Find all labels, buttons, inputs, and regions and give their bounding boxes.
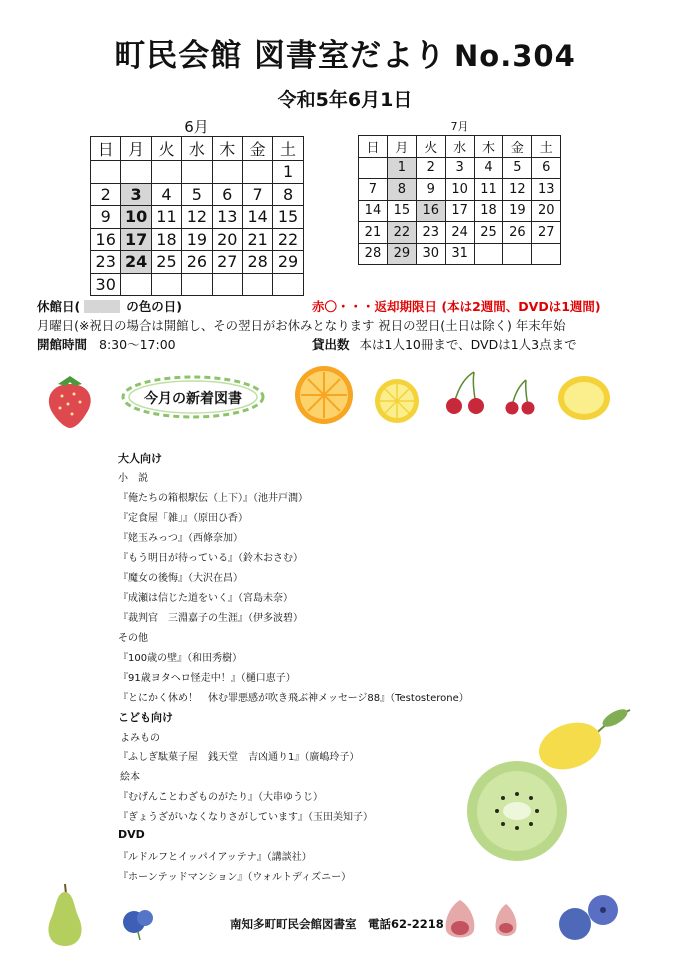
opening-hours — [37, 335, 176, 353]
calendar-day: 29 — [273, 251, 303, 274]
calendar-week-row — [91, 206, 304, 229]
calendar-week-row — [91, 251, 304, 274]
closed-day-suffix: の色の日) — [126, 299, 182, 314]
kiwi-slice-icon — [464, 758, 570, 864]
calendar-day: 11 — [474, 179, 503, 201]
cherries-small-icon — [500, 376, 540, 418]
calendar-day: 26 — [182, 251, 212, 274]
book-entry: 『ホーンテッドマンション』（ウォルトディズニー） — [118, 872, 352, 883]
hours-label: 開館時間 — [37, 337, 88, 352]
calendar-day: 15 — [273, 206, 303, 229]
book-list — [118, 450, 469, 888]
calendar-week-row — [91, 161, 304, 184]
book-entry: 『姥玉みっつ』（西條奈加） — [118, 533, 243, 544]
calendar-day: 10 — [445, 179, 474, 201]
calendar-day: 7 — [359, 179, 388, 201]
calendar-day: 22 — [273, 228, 303, 251]
book-entry: 『定食屋「雑」』（原田ひ香） — [118, 513, 248, 524]
calendar-day: 23 — [91, 251, 121, 274]
calendar-day: 25 — [151, 251, 181, 274]
july-calendar-title: 7月 — [450, 120, 469, 133]
calendar-empty-cell — [474, 243, 503, 265]
calendar-day: 14 — [359, 200, 388, 222]
calendar-empty-cell — [91, 161, 121, 184]
loan-label: 貸出数 — [312, 337, 350, 352]
calendar-day: 29 — [387, 243, 416, 265]
title-text: 町民会館 図書室だより — [114, 38, 447, 74]
calendar-empty-cell — [503, 243, 532, 265]
calendar-day: 2 — [91, 183, 121, 206]
weekday-header-row — [359, 136, 561, 158]
calendar-day: 11 — [151, 206, 181, 229]
calendar-day: 24 — [121, 251, 151, 274]
weekday-header: 水 — [445, 136, 474, 158]
book-entry: 『ルドルフとイッパイアッテナ』（講談社） — [118, 852, 312, 863]
calendar-week-row — [359, 222, 561, 244]
closed-day-prefix: 休館日( — [37, 299, 81, 314]
calendar-empty-cell — [151, 161, 181, 184]
book-entry: 『裁判官 三淵嘉子の生涯』（伊多波碧） — [118, 613, 303, 624]
calendar-day: 15 — [387, 200, 416, 222]
calendar-day: 9 — [91, 206, 121, 229]
orange-slice-icon — [293, 364, 355, 426]
weekday-header: 火 — [151, 137, 181, 161]
weekday-header: 日 — [359, 136, 388, 158]
lemon-half-icon — [556, 372, 612, 422]
june-calendar-title: 6月 — [184, 118, 209, 136]
calendar-day: 27 — [532, 222, 561, 244]
fig-icon — [440, 896, 480, 946]
calendar-day: 21 — [242, 228, 272, 251]
book-entry: 『俺たちの箱根駅伝（上下）』（池井戸潤） — [118, 493, 308, 504]
book-entry: 『91歳ヨタヘロ怪走中！』（樋口恵子） — [118, 673, 296, 684]
book-entry: 『魔女の後悔』（大沢在昌） — [118, 573, 243, 584]
calendar-day: 4 — [151, 183, 181, 206]
closed-rule: 月曜日(※祝日の場合は開館し、その翌日がお休みとなります 祝日の翌日(土日は除く) 年末年始 — [37, 318, 566, 333]
weekday-header: 月 — [121, 137, 151, 161]
book-entry: 『ぎょうざがいなくなりさがしています』（玉田美知子） — [118, 812, 373, 823]
calendar-week-row — [359, 243, 561, 265]
calendar-day: 28 — [359, 243, 388, 265]
june-calendar — [90, 136, 304, 296]
calendar-day: 8 — [273, 183, 303, 206]
book-entry: 『とにかく休め！ 休む罪悪感が吹き飛ぶ神メッセージ88』（Testosterone） — [118, 693, 469, 704]
calendar-empty-cell — [121, 273, 151, 296]
weekday-header: 月 — [387, 136, 416, 158]
calendar-day: 31 — [445, 243, 474, 265]
pear-icon — [40, 880, 90, 950]
dvd-heading: DVD — [118, 828, 145, 841]
calendar-empty-cell — [151, 273, 181, 296]
calendar-day: 17 — [445, 200, 474, 222]
weekday-header: 土 — [273, 137, 303, 161]
weekday-header: 金 — [242, 137, 272, 161]
calendar-day: 12 — [182, 206, 212, 229]
adult-heading: 大人向け — [118, 452, 162, 465]
book-entry: 『成瀬は信じた道をいく』（宮島未奈） — [118, 593, 293, 604]
july-calendar — [358, 135, 561, 265]
strawberry-icon — [40, 370, 100, 430]
ehon-heading: 絵本 — [120, 772, 140, 783]
calendar-day: 28 — [242, 251, 272, 274]
calendar-day: 5 — [503, 157, 532, 179]
weekday-header: 土 — [532, 136, 561, 158]
calendar-week-row — [359, 200, 561, 222]
yomimono-heading: よみもの — [120, 733, 160, 744]
calendar-day: 14 — [242, 206, 272, 229]
calendar-day: 10 — [121, 206, 151, 229]
calendar-day: 12 — [503, 179, 532, 201]
footer-contact: 南知多町町民会館図書室 電話62-2218 — [230, 917, 444, 931]
calendar-day: 8 — [387, 179, 416, 201]
book-entry: 『ふしぎ駄菓子屋 銭天堂 吉凶通り1』（廣嶋玲子） — [118, 752, 360, 763]
calendar-empty-cell — [182, 273, 212, 296]
book-entry: 『100歳の壁』（和田秀樹） — [118, 653, 243, 664]
book-entry: 『もう明日が待っている』（鈴木おさむ） — [118, 553, 303, 564]
calendar-day: 24 — [445, 222, 474, 244]
calendar-empty-cell — [212, 273, 242, 296]
calendar-day: 30 — [91, 273, 121, 296]
calendar-day: 19 — [182, 228, 212, 251]
calendar-day: 20 — [532, 200, 561, 222]
calendar-day: 7 — [242, 183, 272, 206]
calendar-day: 30 — [416, 243, 445, 265]
calendar-day: 26 — [503, 222, 532, 244]
calendar-day: 2 — [416, 157, 445, 179]
return-deadline-note: 赤〇・・・返却期限日 (本は2週間、DVDは1週間) — [312, 299, 601, 314]
calendar-day: 5 — [182, 183, 212, 206]
calendar-day: 22 — [387, 222, 416, 244]
calendar-empty-cell — [532, 243, 561, 265]
closed-color-swatch — [84, 300, 120, 313]
calendar-day: 13 — [212, 206, 242, 229]
calendar-empty-cell — [359, 157, 388, 179]
calendar-empty-cell — [242, 273, 272, 296]
calendar-week-row — [91, 273, 304, 296]
cherries-icon — [440, 368, 490, 418]
weekday-header: 木 — [474, 136, 503, 158]
calendar-day: 16 — [416, 200, 445, 222]
calendar-day: 23 — [416, 222, 445, 244]
calendar-day: 6 — [532, 157, 561, 179]
calendar-day: 6 — [212, 183, 242, 206]
calendar-week-row — [91, 228, 304, 251]
issue-number: No.304 — [454, 39, 576, 73]
calendar-day: 18 — [151, 228, 181, 251]
calendar-day: 1 — [273, 161, 303, 184]
kids-heading: こども向け — [118, 711, 173, 724]
calendar-day: 18 — [474, 200, 503, 222]
calendar-week-row — [359, 157, 561, 179]
weekday-header: 火 — [416, 136, 445, 158]
fig-small-icon — [490, 900, 522, 942]
other-heading: その他 — [118, 633, 148, 644]
calendar-empty-cell — [273, 273, 303, 296]
weekday-header: 日 — [91, 137, 121, 161]
calendar-week-row — [91, 183, 304, 206]
blueberry-icon — [118, 900, 158, 942]
new-books-banner-label: 今月の新着図書 — [144, 391, 242, 407]
weekday-header: 水 — [182, 137, 212, 161]
weekday-header: 金 — [503, 136, 532, 158]
calendar-day: 21 — [359, 222, 388, 244]
weekday-header: 木 — [212, 137, 242, 161]
calendar-day: 1 — [387, 157, 416, 179]
calendar-day: 3 — [121, 183, 151, 206]
weekday-header-row — [91, 137, 304, 161]
calendar-day: 3 — [445, 157, 474, 179]
calendar-day: 17 — [121, 228, 151, 251]
loan-value: 本は1人10冊まで、DVDは1人3点まで — [359, 337, 577, 352]
book-entry: 『むげんことわざものがたり』（大串ゆうじ） — [118, 792, 323, 803]
calendar-empty-cell — [182, 161, 212, 184]
lemon-slice-icon — [374, 378, 420, 424]
calendar-empty-cell — [121, 161, 151, 184]
calendar-day: 20 — [212, 228, 242, 251]
calendar-empty-cell — [242, 161, 272, 184]
calendar-day: 25 — [474, 222, 503, 244]
calendar-day: 16 — [91, 228, 121, 251]
novel-heading: 小 説 — [118, 473, 148, 484]
calendar-day: 19 — [503, 200, 532, 222]
calendar-day: 13 — [532, 179, 561, 201]
loan-limit — [312, 335, 577, 353]
calendar-day: 4 — [474, 157, 503, 179]
calendar-empty-cell — [212, 161, 242, 184]
hours-value: 8:30～17:00 — [99, 337, 176, 352]
blueberries-icon — [555, 890, 625, 946]
calendar-week-row — [359, 179, 561, 201]
issue-date: 令和5年6月1日 — [277, 89, 413, 111]
page-title — [0, 30, 690, 75]
closed-day-legend — [37, 297, 182, 315]
calendar-day: 9 — [416, 179, 445, 201]
calendar-day: 27 — [212, 251, 242, 274]
